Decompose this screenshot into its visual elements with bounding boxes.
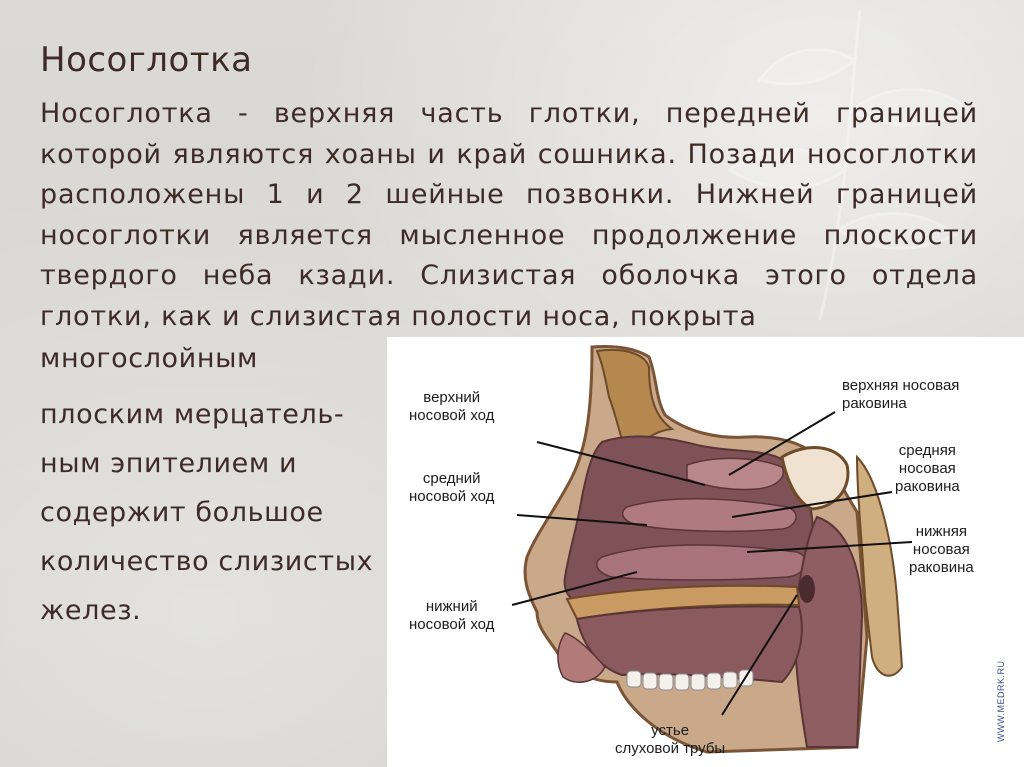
nasal-cavity-illustration: [387, 337, 1024, 767]
continuation-text: [40, 338, 380, 635]
oral-cavity-shape: [577, 607, 802, 683]
label-lower-concha: нижняя носовая раковина: [909, 523, 974, 576]
text-line: плоским мерцатель-: [40, 399, 345, 430]
text-line: желез.: [40, 595, 142, 626]
label-lower-meatus: нижний носовой ход: [409, 598, 495, 633]
label-middle-concha: средняя носовая раковина: [895, 442, 960, 495]
label-upper-meatus: верхний носовой ход: [409, 389, 495, 424]
tube-opening-shape: [799, 575, 815, 603]
text-line: количество слизистых: [40, 546, 374, 577]
intro-paragraph: Носоглотка - верхняя часть глотки, передней границей которой являются хоаны и край сошника. Позади носоглотки расположены 1 и 2 шейные позвонки. Нижней границей носоглотки является мысленное продолжение плоскости твердого неба кзади. Слизистая оболочка этого отдела глотки, как и слизистая полости носа, покрыта: [40, 98, 978, 332]
text-line: ным эпителием и: [40, 448, 298, 479]
text-line: многослойным: [40, 343, 258, 374]
label-middle-meatus: средний носовой ход: [409, 470, 495, 505]
watermark: WWW.MEDRK.RU: [996, 660, 1006, 742]
slide-title: Носоглотка: [40, 40, 253, 80]
text-line: содержит большое: [40, 497, 324, 528]
label-tube-opening: устье слуховой трубы: [615, 722, 726, 757]
label-upper-concha: верхняя носовая раковина: [842, 377, 960, 412]
